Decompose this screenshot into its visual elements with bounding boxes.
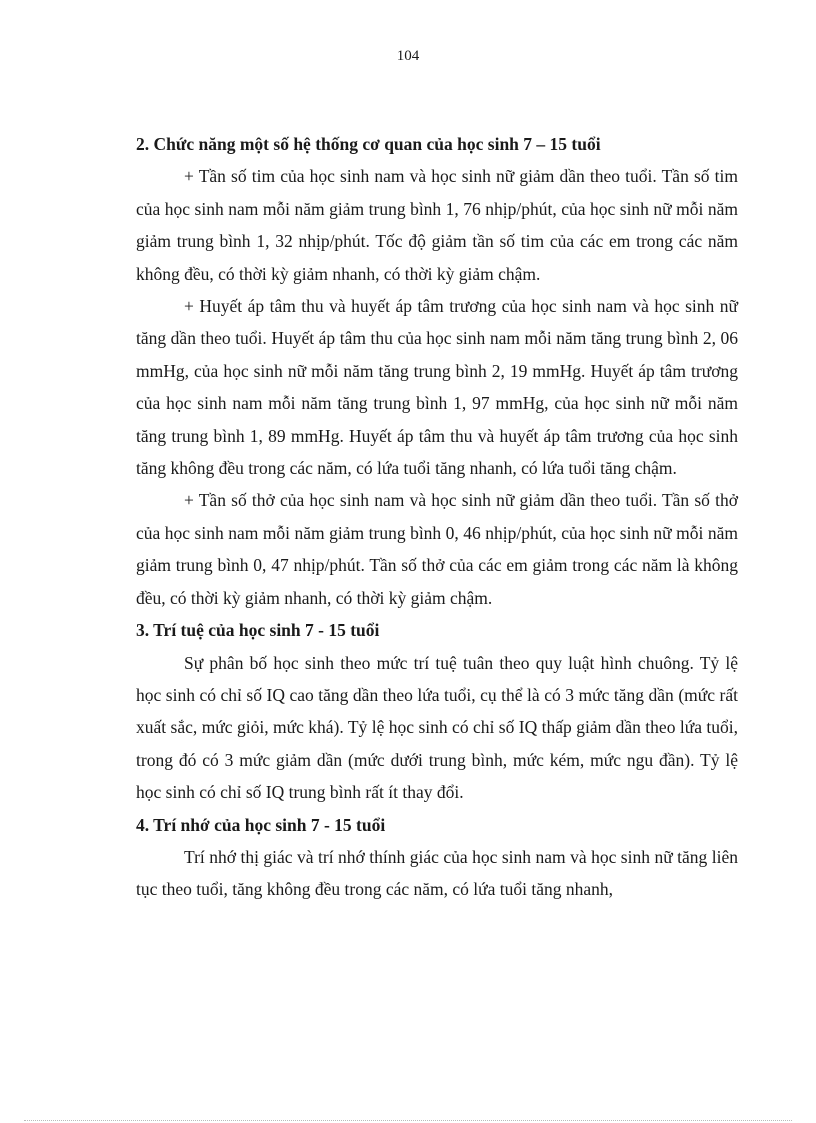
footer-divider	[24, 1120, 792, 1121]
section-heading: 4. Trí nhớ của học sinh 7 - 15 tuổi	[136, 814, 386, 835]
paragraph: Sự phân bố học sinh theo mức trí tuệ tuân theo quy luật hình chuông. Tỷ lệ học sinh có chỉ số IQ cao tăng dần theo lứa tuổi, cụ thể là có 3 mức tăng dần (mức rất xuất sắc, mức giỏi, mức khá). Tỷ lệ học sinh có chỉ số IQ thấp giảm dần theo lứa tuổi, trong đó có 3 mức giảm dần (mức dưới trung bình, mức kém, mức ngu đần). Tỷ lệ học sinh có chỉ số IQ trung bình rất ít thay đổi.	[136, 652, 738, 803]
document-body	[136, 128, 738, 906]
section-heading: 3. Trí tuệ của học sinh 7 - 15 tuổi	[136, 620, 380, 641]
paragraph: + Tần số tim của học sinh nam và học sinh nữ giảm dần theo tuổi. Tần số tim của học sinh nam mỗi năm giảm trung bình 1, 76 nhịp/phút, của học sinh nữ mỗi năm giảm trung bình 1, 32 nhịp/phút. Tốc độ giảm tần số tim của các em trong các năm không đều, có thời kỳ giảm nhanh, có thời kỳ giảm chậm.	[136, 166, 738, 284]
paragraph: + Huyết áp tâm thu và huyết áp tâm trương của học sinh nam và học sinh nữ tăng dần theo tuổi. Huyết áp tâm thu của học sinh nam mỗi năm tăng trung bình 2, 06 mmHg, của học sinh nữ mỗi năm tăng trung bình 2, 19 mmHg. Huyết áp tâm trương của học sinh nam mỗi năm tăng trung bình 1, 97 mmHg, của học sinh nữ mỗi năm tăng trung bình 1, 89 mmHg. Huyết áp tâm thu và huyết áp tâm trương của học sinh tăng không đều trong các năm, có lứa tuổi tăng nhanh, có lứa tuổi tăng chậm.	[136, 296, 738, 479]
paragraph: Trí nhớ thị giác và trí nhớ thính giác của học sinh nam và học sinh nữ tăng liên tục theo tuổi, tăng không đều trong các năm, có lứa tuổi tăng nhanh,	[136, 846, 738, 900]
section-2	[136, 128, 738, 614]
section-heading: 2. Chức năng một số hệ thống cơ quan của học sinh 7 – 15 tuổi	[136, 134, 601, 154]
section-3	[136, 614, 738, 808]
page-number: 104	[396, 48, 420, 64]
paragraph: + Tần số thở của học sinh nam và học sinh nữ giảm dần theo tuổi. Tần số thở của học sinh nam mỗi năm giảm trung bình 0, 46 nhịp/phút, của học sinh nữ mỗi năm giảm trung bình 0, 47 nhịp/phút. Tần số thở của các em giảm trong các năm là không đều, có thời kỳ giảm nhanh, có thời kỳ giảm chậm.	[136, 490, 738, 608]
section-4	[136, 809, 738, 906]
